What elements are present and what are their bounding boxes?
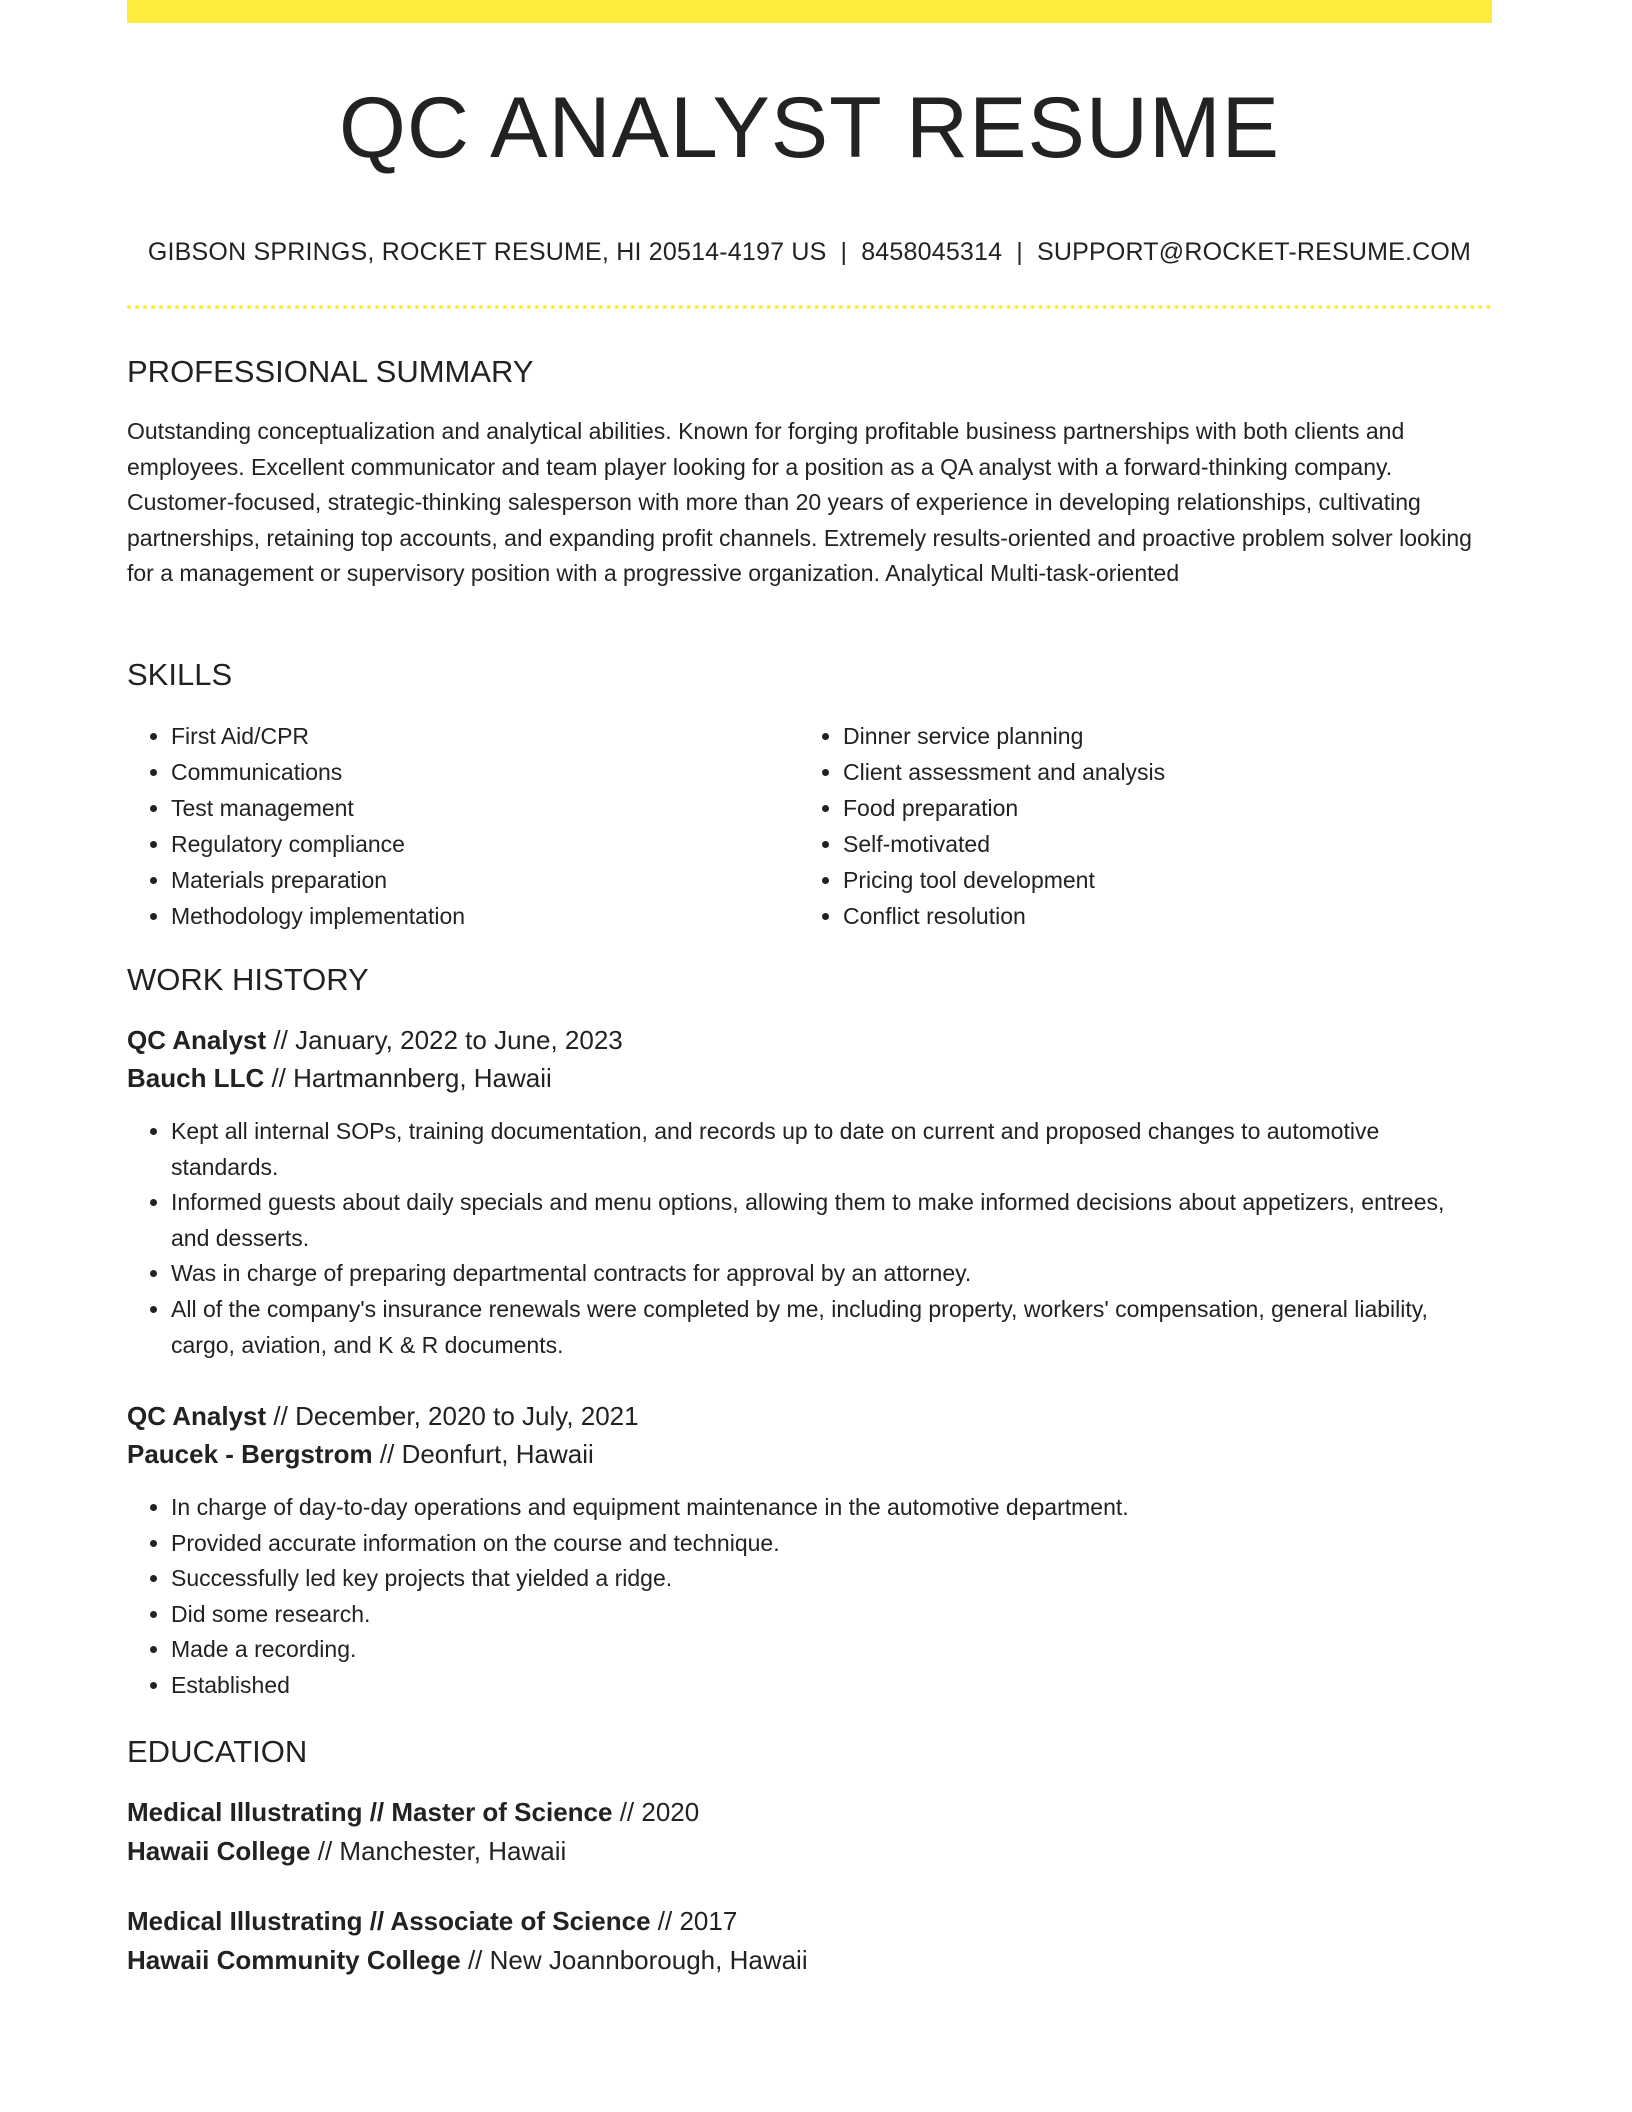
skills-heading: SKILLS — [127, 657, 233, 692]
job-bullet: • Successfully led key projects that yielded a ridge. — [171, 1561, 1472, 1597]
skill-item: • Methodology implementation — [171, 898, 799, 934]
skill-item: • Conflict resolution — [843, 898, 1471, 934]
summary-heading: PROFESSIONAL SUMMARY — [127, 354, 534, 389]
education-school: Hawaii College — [127, 1836, 311, 1866]
top-accent-bar — [127, 0, 1492, 23]
job-dates: January, 2022 to June, 2023 — [295, 1025, 623, 1055]
education-year: 2020 — [641, 1797, 700, 1827]
skill-item: • Materials preparation — [171, 862, 799, 898]
skill-item: • Self-motivated — [843, 826, 1471, 862]
education-location: Manchester, Hawaii — [339, 1836, 567, 1866]
job-bullet: • Did some research. — [171, 1597, 1472, 1633]
job-company-line — [127, 1435, 594, 1473]
skills-list — [127, 718, 1492, 934]
job-separator: // — [372, 1439, 402, 1469]
summary-text: Outstanding conceptualization and analytical abilities. Known for forging profitable business partnerships with both clients and employees. Excellent communicator and team player looking for a position as a QA analyst with a forward-thinking company. Customer-focused, strategic-thinking salesperson with more than 20 years of experience in developing relationships, cultivating partnerships, retaining top accounts, and expanding profit channels. Extremely results-oriented and proactive problem solver looking for a management or supervisory position with a progressive organization. Analytical Multi-task-oriented — [127, 418, 1472, 587]
education-location: New Joannborough, Hawaii — [489, 1945, 808, 1975]
skill-item: • Pricing tool development — [843, 862, 1471, 898]
contact-separator: | — [840, 238, 848, 266]
education-year: 2017 — [679, 1906, 738, 1936]
header-divider — [127, 305, 1492, 309]
job-role: QC Analyst — [127, 1025, 267, 1055]
work-history-heading: WORK HISTORY — [127, 962, 369, 997]
job-bullet: • All of the company's insurance renewals were completed by me, including property, workers' compensation, general liability, cargo, aviation, and K & R documents. — [171, 1292, 1472, 1363]
skill-item: • First Aid/CPR — [171, 718, 799, 754]
job-bullet: • Provided accurate information on the course and technique. — [171, 1526, 1472, 1562]
skill-item: • Food preparation — [843, 790, 1471, 826]
skills-column-left — [127, 718, 799, 934]
job-bullets — [127, 1490, 1492, 1704]
job-company: Paucek - Bergstrom — [127, 1439, 373, 1469]
resume-title: QC ANALYST RESUME — [339, 80, 1280, 176]
education-school: Hawaii Community College — [127, 1945, 461, 1975]
job-bullet: • Kept all internal SOPs, training documentation, and records up to date on current and proposed changes to automotive standards. — [171, 1114, 1472, 1185]
job-bullets — [127, 1114, 1492, 1363]
contact-phone: 8458045314 — [861, 238, 1003, 266]
education-degree-line — [127, 1793, 699, 1832]
education-school-line — [127, 1941, 808, 1980]
job-bullet: • Made a recording. — [171, 1632, 1472, 1668]
education-degree-line — [127, 1902, 737, 1941]
skill-item: • Regulatory compliance — [171, 826, 799, 862]
job-bullet: • Informed guests about daily specials and menu options, allowing them to make informed decisions about appetizers, entrees, and desserts. — [171, 1185, 1472, 1256]
job-company-line — [127, 1059, 552, 1097]
contact-address: GIBSON SPRINGS, ROCKET RESUME, HI 20514-4197 US — [147, 238, 827, 266]
skill-item: • Test management — [171, 790, 799, 826]
job-separator: // — [264, 1063, 294, 1093]
skill-item: • Communications — [171, 754, 799, 790]
education-degree: Medical Illustrating // Master of Science — [127, 1797, 613, 1827]
job-title-line — [127, 1397, 639, 1435]
job-location: Deonfurt, Hawaii — [401, 1439, 594, 1469]
skills-column-right — [799, 718, 1471, 934]
job-separator: // — [266, 1025, 296, 1055]
education-separator: // — [650, 1906, 680, 1936]
contact-separator: | — [1016, 238, 1023, 266]
job-bullet: • In charge of day-to-day operations and equipment maintenance in the automotive department. — [171, 1490, 1472, 1526]
job-company: Bauch LLC — [127, 1063, 265, 1093]
job-separator: // — [266, 1401, 296, 1431]
skill-item: • Dinner service planning — [843, 718, 1471, 754]
contact-email: SUPPORT@ROCKET-RESUME.COM — [1036, 238, 1472, 266]
education-degree: Medical Illustrating // Associate of Science — [127, 1906, 651, 1936]
skill-item: • Client assessment and analysis — [843, 754, 1471, 790]
job-location: Hartmannberg, Hawaii — [293, 1063, 552, 1093]
job-bullet: • Was in charge of preparing departmental contracts for approval by an attorney. — [171, 1256, 1472, 1292]
job-role: QC Analyst — [127, 1401, 267, 1431]
job-title-line — [127, 1021, 623, 1059]
education-school-line — [127, 1832, 566, 1871]
education-separator: // — [310, 1836, 340, 1866]
job-dates: December, 2020 to July, 2021 — [295, 1401, 639, 1431]
education-separator: // — [612, 1797, 642, 1827]
job-bullet: • Established — [171, 1668, 1472, 1704]
education-separator: // — [460, 1945, 490, 1975]
contact-line — [127, 234, 1492, 270]
education-heading: EDUCATION — [127, 1734, 308, 1769]
